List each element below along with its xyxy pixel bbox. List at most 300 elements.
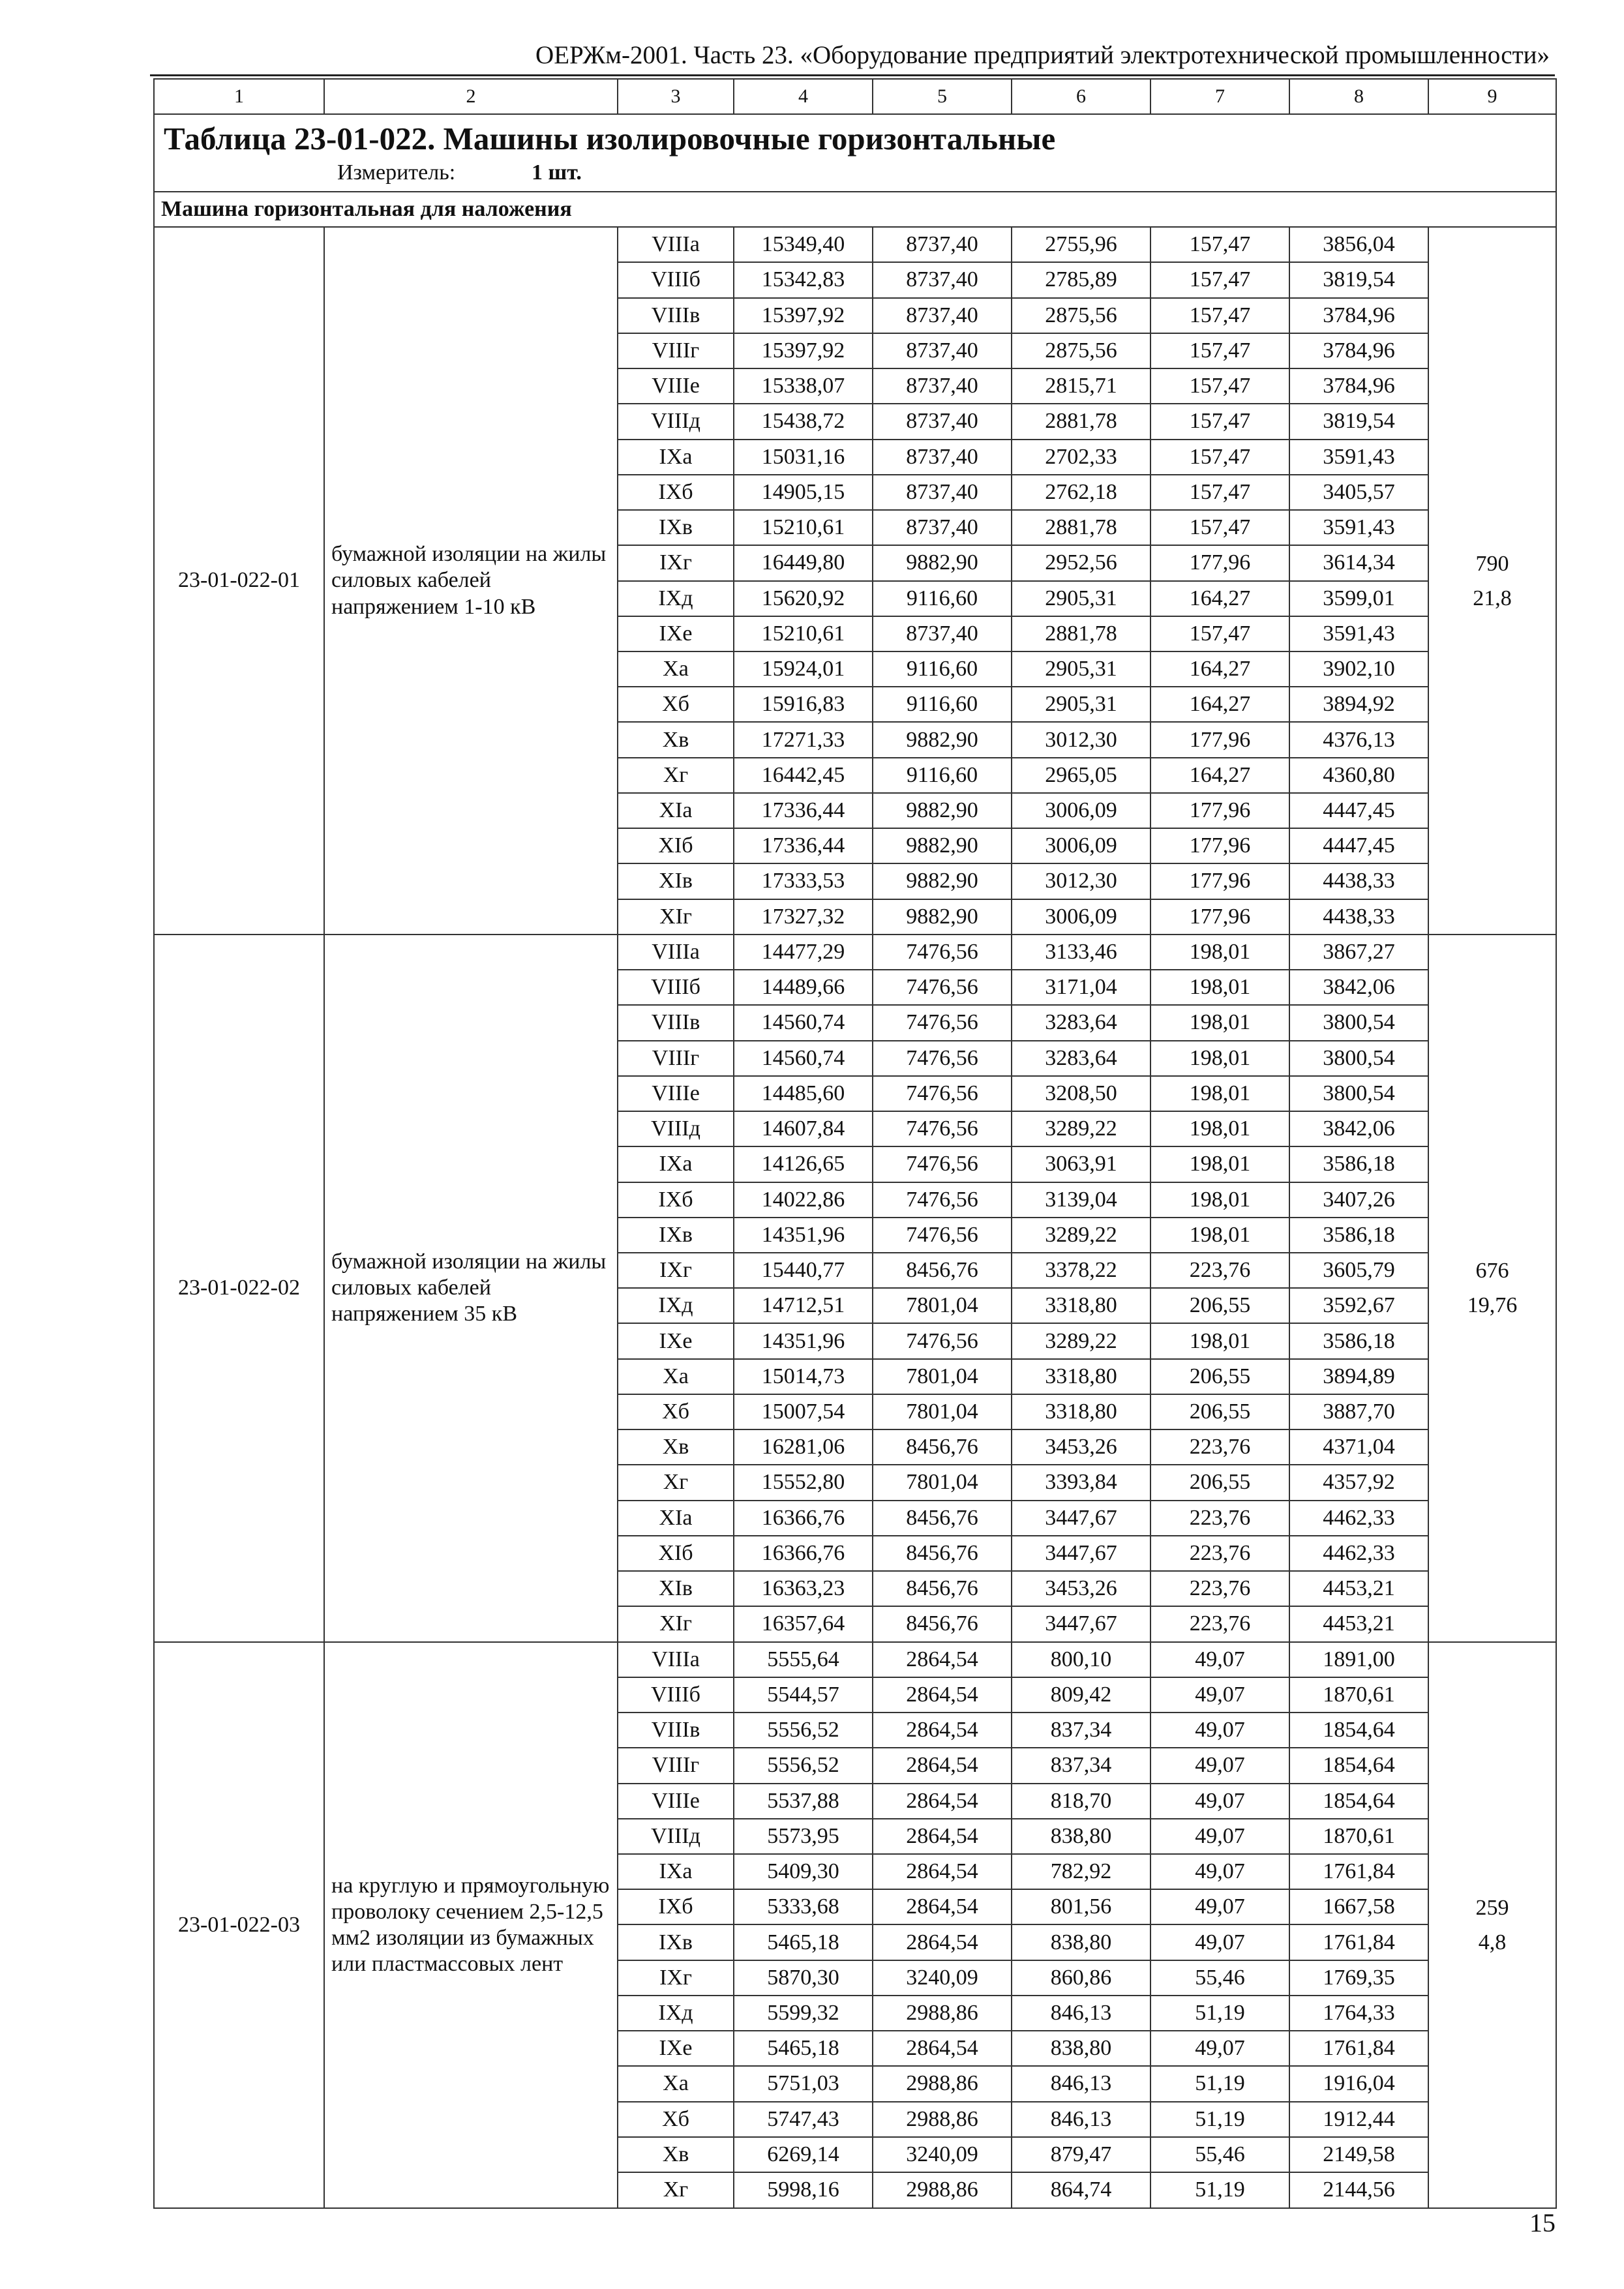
value-cell: 16366,76 — [734, 1501, 873, 1536]
extra-values-cell — [1428, 1642, 1556, 2208]
value-cell: 9882,90 — [873, 899, 1012, 935]
value-cell: 17327,32 — [734, 899, 873, 935]
value-cell: 15014,73 — [734, 1359, 873, 1394]
value-cell: 801,56 — [1012, 1889, 1150, 1924]
value-cell: 9116,60 — [873, 758, 1012, 793]
value-cell: 223,76 — [1150, 1501, 1289, 1536]
value-cell: 7476,56 — [873, 1041, 1012, 1076]
value-cell: 55,46 — [1150, 1960, 1289, 1996]
value-cell: 3006,09 — [1012, 899, 1150, 935]
value-cell: 15031,16 — [734, 440, 873, 475]
extra-value: 21,8 — [1473, 586, 1512, 610]
zone-cell: VIIIг — [618, 333, 734, 368]
value-cell: 157,47 — [1150, 510, 1289, 545]
value-cell: 3393,84 — [1012, 1465, 1150, 1500]
value-cell: 8737,40 — [873, 510, 1012, 545]
value-cell: 3842,06 — [1289, 1111, 1428, 1146]
value-cell: 15924,01 — [734, 651, 873, 687]
value-cell: 7476,56 — [873, 1146, 1012, 1182]
value-cell: 14477,29 — [734, 935, 873, 970]
column-number: 9 — [1428, 79, 1556, 114]
value-cell: 3800,54 — [1289, 1076, 1428, 1111]
value-cell: 3447,67 — [1012, 1536, 1150, 1571]
value-cell: 206,55 — [1150, 1465, 1289, 1500]
value-cell: 49,07 — [1150, 2031, 1289, 2066]
zone-cell: Xг — [618, 758, 734, 793]
value-cell: 16357,64 — [734, 1606, 873, 1641]
value-cell: 2881,78 — [1012, 616, 1150, 651]
extra-value: 676 — [1475, 1259, 1509, 1283]
value-cell: 2952,56 — [1012, 545, 1150, 580]
value-cell: 16442,45 — [734, 758, 873, 793]
zone-cell: IXе — [618, 1323, 734, 1358]
value-cell: 7801,04 — [873, 1288, 1012, 1323]
zone-cell: XIг — [618, 899, 734, 935]
zone-cell: IXд — [618, 1996, 734, 2031]
value-cell: 5751,03 — [734, 2066, 873, 2101]
value-cell: 49,07 — [1150, 1677, 1289, 1713]
value-cell: 2988,86 — [873, 2066, 1012, 2101]
value-cell: 1769,35 — [1289, 1960, 1428, 1996]
value-cell: 4453,21 — [1289, 1571, 1428, 1606]
value-cell: 4453,21 — [1289, 1606, 1428, 1641]
value-cell: 800,10 — [1012, 1642, 1150, 1677]
value-cell: 2905,31 — [1012, 651, 1150, 687]
value-cell: 837,34 — [1012, 1713, 1150, 1748]
value-cell: 4447,45 — [1289, 793, 1428, 828]
value-cell: 177,96 — [1150, 899, 1289, 935]
value-cell: 17271,33 — [734, 722, 873, 757]
value-cell: 206,55 — [1150, 1288, 1289, 1323]
value-cell: 3591,43 — [1289, 510, 1428, 545]
value-cell: 2864,54 — [873, 1784, 1012, 1819]
zone-cell: Xв — [618, 722, 734, 757]
value-cell: 838,80 — [1012, 1924, 1150, 1960]
value-cell: 6269,14 — [734, 2137, 873, 2172]
value-cell: 9882,90 — [873, 793, 1012, 828]
zone-cell: VIIIд — [618, 1819, 734, 1854]
value-cell: 838,80 — [1012, 1819, 1150, 1854]
zone-cell: XIв — [618, 1571, 734, 1606]
value-cell: 4371,04 — [1289, 1429, 1428, 1465]
value-cell: 3586,18 — [1289, 1323, 1428, 1358]
zone-cell: IXв — [618, 1218, 734, 1253]
value-cell: 3902,10 — [1289, 651, 1428, 687]
value-cell: 198,01 — [1150, 1005, 1289, 1040]
value-cell: 2864,54 — [873, 1713, 1012, 1748]
zone-cell: IXг — [618, 1253, 734, 1288]
resource-code: 23-01-022-02 — [154, 935, 324, 1642]
column-number: 1 — [154, 79, 324, 114]
value-cell: 15210,61 — [734, 510, 873, 545]
zone-cell: VIIIг — [618, 1748, 734, 1783]
value-cell: 3784,96 — [1289, 368, 1428, 404]
value-cell: 198,01 — [1150, 1323, 1289, 1358]
value-cell: 3289,22 — [1012, 1111, 1150, 1146]
value-cell: 177,96 — [1150, 545, 1289, 580]
column-number: 7 — [1150, 79, 1289, 114]
value-cell: 198,01 — [1150, 1041, 1289, 1076]
value-cell: 15338,07 — [734, 368, 873, 404]
value-cell: 8737,40 — [873, 262, 1012, 297]
value-cell: 16449,80 — [734, 545, 873, 580]
value-cell: 5998,16 — [734, 2172, 873, 2208]
value-cell: 864,74 — [1012, 2172, 1150, 2208]
value-cell: 206,55 — [1150, 1359, 1289, 1394]
value-cell: 223,76 — [1150, 1571, 1289, 1606]
zone-cell: VIIIа — [618, 935, 734, 970]
zone-cell: IXд — [618, 581, 734, 616]
zone-cell: VIIIд — [618, 1111, 734, 1146]
value-cell: 5747,43 — [734, 2102, 873, 2137]
value-cell: 3605,79 — [1289, 1253, 1428, 1288]
value-cell: 3453,26 — [1012, 1571, 1150, 1606]
value-cell: 5465,18 — [734, 2031, 873, 2066]
value-cell: 14560,74 — [734, 1005, 873, 1040]
value-cell: 2144,56 — [1289, 2172, 1428, 2208]
zone-cell: Xв — [618, 2137, 734, 2172]
value-cell: 7476,56 — [873, 970, 1012, 1005]
value-cell: 2905,31 — [1012, 687, 1150, 722]
value-cell: 1761,84 — [1289, 2031, 1428, 2066]
value-cell: 15007,54 — [734, 1394, 873, 1429]
value-cell: 157,47 — [1150, 475, 1289, 510]
zone-cell: IXд — [618, 1288, 734, 1323]
value-cell: 177,96 — [1150, 828, 1289, 863]
value-cell: 8737,40 — [873, 227, 1012, 262]
value-cell: 157,47 — [1150, 440, 1289, 475]
zone-cell: VIIIб — [618, 1677, 734, 1713]
value-cell: 2864,54 — [873, 1642, 1012, 1677]
value-cell: 8456,76 — [873, 1253, 1012, 1288]
zone-cell: VIIIб — [618, 970, 734, 1005]
zone-cell: IXе — [618, 616, 734, 651]
value-cell: 860,86 — [1012, 1960, 1150, 1996]
table-title-cell — [154, 114, 1556, 192]
value-cell: 1761,84 — [1289, 1854, 1428, 1889]
value-cell: 4438,33 — [1289, 899, 1428, 935]
value-cell: 177,96 — [1150, 863, 1289, 899]
value-cell: 2988,86 — [873, 1996, 1012, 2031]
value-cell: 7476,56 — [873, 1182, 1012, 1218]
value-cell: 3171,04 — [1012, 970, 1150, 1005]
zone-cell: IXб — [618, 475, 734, 510]
value-cell: 15349,40 — [734, 227, 873, 262]
value-cell: 9882,90 — [873, 545, 1012, 580]
value-cell: 157,47 — [1150, 404, 1289, 439]
value-cell: 14126,65 — [734, 1146, 873, 1182]
value-cell: 177,96 — [1150, 722, 1289, 757]
value-cell: 2965,05 — [1012, 758, 1150, 793]
value-cell: 8737,40 — [873, 333, 1012, 368]
table-row — [154, 935, 1556, 970]
value-cell: 3586,18 — [1289, 1146, 1428, 1182]
value-cell: 8737,40 — [873, 616, 1012, 651]
value-cell: 17333,53 — [734, 863, 873, 899]
value-cell: 2785,89 — [1012, 262, 1150, 297]
table-title: Таблица 23-01-022. Машины изолировочные горизонтальные — [164, 120, 1056, 157]
value-cell: 5556,52 — [734, 1748, 873, 1783]
extra-values-cell — [1428, 935, 1556, 1642]
value-cell: 17336,44 — [734, 828, 873, 863]
value-cell: 3784,96 — [1289, 298, 1428, 333]
value-cell: 782,92 — [1012, 1854, 1150, 1889]
value-cell: 15397,92 — [734, 298, 873, 333]
zone-cell: IXа — [618, 1854, 734, 1889]
value-cell: 846,13 — [1012, 2102, 1150, 2137]
value-cell: 14905,15 — [734, 475, 873, 510]
value-cell: 7476,56 — [873, 1323, 1012, 1358]
zone-cell: VIIIд — [618, 404, 734, 439]
value-cell: 3614,34 — [1289, 545, 1428, 580]
value-cell: 14351,96 — [734, 1218, 873, 1253]
zone-cell: IXа — [618, 440, 734, 475]
value-cell: 1667,58 — [1289, 1889, 1428, 1924]
zone-cell: Xб — [618, 2102, 734, 2137]
value-cell: 14485,60 — [734, 1076, 873, 1111]
zone-cell: VIIIв — [618, 298, 734, 333]
table-body — [154, 79, 1556, 2208]
column-number: 4 — [734, 79, 873, 114]
value-cell: 2149,58 — [1289, 2137, 1428, 2172]
value-cell: 4462,33 — [1289, 1536, 1428, 1571]
value-cell: 3887,70 — [1289, 1394, 1428, 1429]
value-cell: 2864,54 — [873, 2031, 1012, 2066]
zone-cell: XIв — [618, 863, 734, 899]
table-row — [154, 1642, 1556, 1677]
value-cell: 2864,54 — [873, 1854, 1012, 1889]
resource-code: 23-01-022-01 — [154, 227, 324, 935]
value-cell: 3240,09 — [873, 1960, 1012, 1996]
extra-value: 4,8 — [1478, 1930, 1507, 1954]
value-cell: 3318,80 — [1012, 1359, 1150, 1394]
value-cell: 223,76 — [1150, 1536, 1289, 1571]
value-cell: 3006,09 — [1012, 828, 1150, 863]
value-cell: 164,27 — [1150, 581, 1289, 616]
value-cell: 9116,60 — [873, 687, 1012, 722]
value-cell: 837,34 — [1012, 1748, 1150, 1783]
measure-row — [161, 160, 1549, 186]
zone-cell: XIб — [618, 828, 734, 863]
extra-value: 790 — [1475, 551, 1509, 576]
value-cell: 14712,51 — [734, 1288, 873, 1323]
value-cell: 15342,83 — [734, 262, 873, 297]
value-cell: 846,13 — [1012, 1996, 1150, 2031]
zone-cell: Xа — [618, 651, 734, 687]
value-cell: 3289,22 — [1012, 1323, 1150, 1358]
value-cell: 5537,88 — [734, 1784, 873, 1819]
value-cell: 7801,04 — [873, 1359, 1012, 1394]
value-cell: 3599,01 — [1289, 581, 1428, 616]
value-cell: 8456,76 — [873, 1606, 1012, 1641]
value-cell: 2881,78 — [1012, 510, 1150, 545]
value-cell: 3139,04 — [1012, 1182, 1150, 1218]
page-header — [150, 34, 1555, 76]
value-cell: 3800,54 — [1289, 1041, 1428, 1076]
value-cell: 2864,54 — [873, 1889, 1012, 1924]
value-cell: 8737,40 — [873, 475, 1012, 510]
zone-cell: Xб — [618, 1394, 734, 1429]
value-cell: 157,47 — [1150, 227, 1289, 262]
value-cell: 3856,04 — [1289, 227, 1428, 262]
value-cell: 55,46 — [1150, 2137, 1289, 2172]
value-cell: 838,80 — [1012, 2031, 1150, 2066]
value-cell: 3591,43 — [1289, 616, 1428, 651]
value-cell: 5599,32 — [734, 1996, 873, 2031]
value-cell: 51,19 — [1150, 2102, 1289, 2137]
value-cell: 3012,30 — [1012, 863, 1150, 899]
value-cell: 14022,86 — [734, 1182, 873, 1218]
value-cell: 3894,89 — [1289, 1359, 1428, 1394]
section-title-row — [154, 192, 1556, 227]
value-cell: 2815,71 — [1012, 368, 1150, 404]
value-cell: 3784,96 — [1289, 333, 1428, 368]
zone-cell: Xв — [618, 1429, 734, 1465]
rates-table — [153, 78, 1557, 2209]
value-cell: 2905,31 — [1012, 581, 1150, 616]
value-cell: 3447,67 — [1012, 1606, 1150, 1641]
value-cell: 14560,74 — [734, 1041, 873, 1076]
measure-value: 1 шт. — [532, 160, 582, 185]
zone-cell: Xа — [618, 2066, 734, 2101]
resource-code: 23-01-022-03 — [154, 1642, 324, 2208]
value-cell: 8456,76 — [873, 1571, 1012, 1606]
resource-description: бумажной изоляции на жилы силовых кабелей напряжением 35 кВ — [324, 935, 618, 1642]
value-cell: 5544,57 — [734, 1677, 873, 1713]
value-cell: 5573,95 — [734, 1819, 873, 1854]
value-cell: 3289,22 — [1012, 1218, 1150, 1253]
value-cell: 14351,96 — [734, 1323, 873, 1358]
value-cell: 1854,64 — [1289, 1748, 1428, 1783]
resource-description: на круглую и прямоугольную проволоку сечением 2,5-12,5 мм2 изоляции из бумажных или пластмассовых лент — [324, 1642, 618, 2208]
page-number: 15 — [1529, 2208, 1556, 2237]
extra-values-cell — [1428, 227, 1556, 935]
section-title: Машина горизонтальная для наложения — [154, 192, 1556, 227]
value-cell: 9116,60 — [873, 651, 1012, 687]
value-cell: 1761,84 — [1289, 1924, 1428, 1960]
value-cell: 223,76 — [1150, 1253, 1289, 1288]
value-cell: 3591,43 — [1289, 440, 1428, 475]
zone-cell: IXг — [618, 1960, 734, 1996]
value-cell: 2864,54 — [873, 1819, 1012, 1854]
value-cell: 198,01 — [1150, 1182, 1289, 1218]
value-cell: 7476,56 — [873, 1005, 1012, 1040]
value-cell: 3006,09 — [1012, 793, 1150, 828]
value-cell: 3819,54 — [1289, 404, 1428, 439]
zone-cell: XIа — [618, 1501, 734, 1536]
zone-cell: VIIIа — [618, 1642, 734, 1677]
value-cell: 3063,91 — [1012, 1146, 1150, 1182]
value-cell: 5556,52 — [734, 1713, 873, 1748]
value-cell: 2988,86 — [873, 2102, 1012, 2137]
value-cell: 3842,06 — [1289, 970, 1428, 1005]
value-cell: 51,19 — [1150, 2172, 1289, 2208]
value-cell: 49,07 — [1150, 1819, 1289, 1854]
value-cell: 206,55 — [1150, 1394, 1289, 1429]
value-cell: 3407,26 — [1289, 1182, 1428, 1218]
zone-cell: Xа — [618, 1359, 734, 1394]
zone-cell: XIг — [618, 1606, 734, 1641]
value-cell: 3894,92 — [1289, 687, 1428, 722]
zone-cell: IXв — [618, 510, 734, 545]
value-cell: 3592,67 — [1289, 1288, 1428, 1323]
zone-cell: XIа — [618, 793, 734, 828]
value-cell: 164,27 — [1150, 758, 1289, 793]
value-cell: 5409,30 — [734, 1854, 873, 1889]
value-cell: 198,01 — [1150, 1218, 1289, 1253]
column-number: 6 — [1012, 79, 1150, 114]
value-cell: 3453,26 — [1012, 1429, 1150, 1465]
zone-cell: Xг — [618, 1465, 734, 1500]
value-cell: 2875,56 — [1012, 333, 1150, 368]
value-cell: 3586,18 — [1289, 1218, 1428, 1253]
value-cell: 2864,54 — [873, 1748, 1012, 1783]
value-cell: 223,76 — [1150, 1606, 1289, 1641]
value-cell: 8456,76 — [873, 1429, 1012, 1465]
extra-value: 19,76 — [1467, 1293, 1518, 1318]
zone-cell: VIIIе — [618, 368, 734, 404]
value-cell: 157,47 — [1150, 616, 1289, 651]
value-cell: 3800,54 — [1289, 1005, 1428, 1040]
value-cell: 177,96 — [1150, 793, 1289, 828]
value-cell: 1870,61 — [1289, 1819, 1428, 1854]
value-cell: 49,07 — [1150, 1889, 1289, 1924]
column-number: 2 — [324, 79, 618, 114]
value-cell: 1891,00 — [1289, 1642, 1428, 1677]
zone-cell: IXб — [618, 1889, 734, 1924]
value-cell: 15620,92 — [734, 581, 873, 616]
value-cell: 157,47 — [1150, 298, 1289, 333]
zone-cell: IXб — [618, 1182, 734, 1218]
value-cell: 7801,04 — [873, 1465, 1012, 1500]
value-cell: 8456,76 — [873, 1501, 1012, 1536]
value-cell: 4462,33 — [1289, 1501, 1428, 1536]
page-header-text: ОЕРЖм-2001. Часть 23. «Оборудование предприятий электротехнической промышленности» — [535, 41, 1550, 69]
value-cell: 4360,80 — [1289, 758, 1428, 793]
value-cell: 198,01 — [1150, 1111, 1289, 1146]
column-number: 5 — [873, 79, 1012, 114]
zone-cell: VIIIе — [618, 1784, 734, 1819]
value-cell: 8737,40 — [873, 298, 1012, 333]
value-cell: 49,07 — [1150, 1642, 1289, 1677]
value-cell: 3133,46 — [1012, 935, 1150, 970]
value-cell: 1912,44 — [1289, 2102, 1428, 2137]
value-cell: 9882,90 — [873, 722, 1012, 757]
value-cell: 7476,56 — [873, 1076, 1012, 1111]
value-cell: 15438,72 — [734, 404, 873, 439]
extra-value: 259 — [1475, 1895, 1509, 1920]
value-cell: 2875,56 — [1012, 298, 1150, 333]
value-cell: 3283,64 — [1012, 1005, 1150, 1040]
value-cell: 49,07 — [1150, 1854, 1289, 1889]
value-cell: 4438,33 — [1289, 863, 1428, 899]
value-cell: 3405,57 — [1289, 475, 1428, 510]
value-cell: 16363,23 — [734, 1571, 873, 1606]
zone-cell: XIб — [618, 1536, 734, 1571]
value-cell: 198,01 — [1150, 1146, 1289, 1182]
value-cell: 9882,90 — [873, 863, 1012, 899]
value-cell: 223,76 — [1150, 1429, 1289, 1465]
column-number: 3 — [618, 79, 734, 114]
value-cell: 5870,30 — [734, 1960, 873, 1996]
value-cell: 17336,44 — [734, 793, 873, 828]
value-cell: 3447,67 — [1012, 1501, 1150, 1536]
value-cell: 16366,76 — [734, 1536, 873, 1571]
value-cell: 7476,56 — [873, 935, 1012, 970]
value-cell: 3378,22 — [1012, 1253, 1150, 1288]
value-cell: 3012,30 — [1012, 722, 1150, 757]
value-cell: 2755,96 — [1012, 227, 1150, 262]
